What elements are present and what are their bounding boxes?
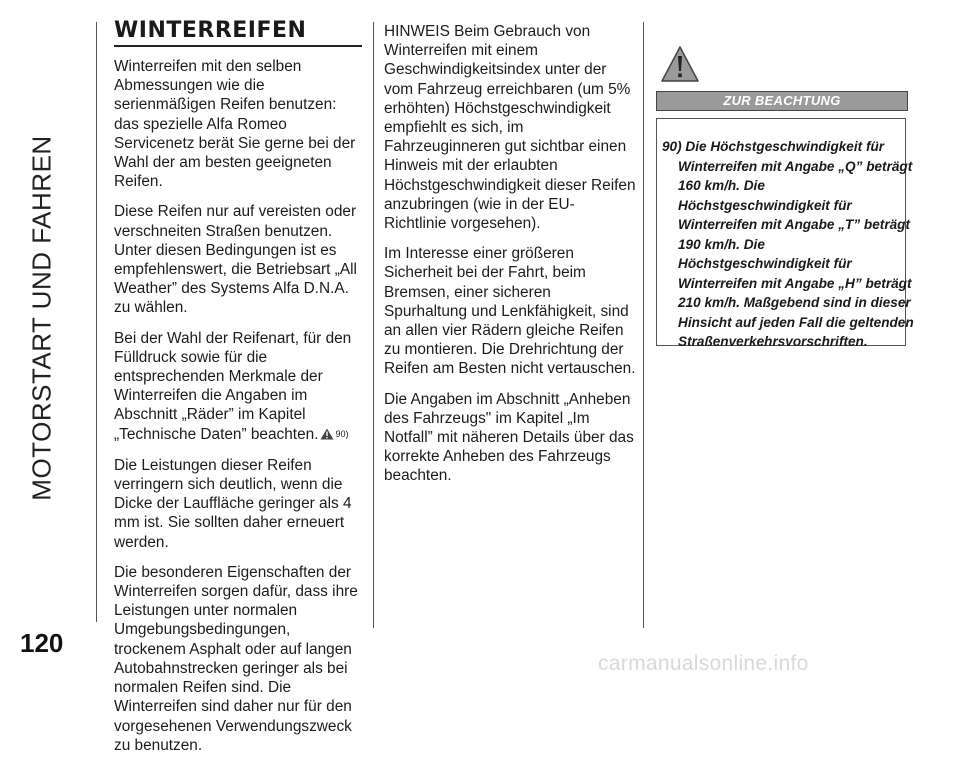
column-divider-2 (643, 22, 644, 628)
column-divider-1 (373, 22, 374, 628)
footer-watermark: carmanualsonline.info (598, 652, 809, 675)
paragraph-note: HINWEIS Beim Gebrauch von Winterreifen mit einem Geschwindigkeitsindex unter der vom Fahrzeug erreichbaren (um 5% erhöhten) Höchstgeschwindigkeit empfiehlt es sich, im Fahrzeuginneren gut sichtbar einen Hinweis mit der erlaubten Höchstgeschwindigkeit dieser Reifen anzubringen (wie in der EU-Richtlinie vorgesehen). (384, 23, 636, 233)
section-heading: WINTERREIFEN (114, 18, 362, 47)
warning-triangle-icon[interactable] (320, 426, 334, 445)
sidebar-section-title-text: MOTORSTART UND FAHREN (26, 135, 57, 501)
paragraph: Im Interesse einer größeren Sicherheit bei der Fahrt, beim Bremsen, einer sicheren Spurhaltung und Lenkfähigkeit, sind an allen vier Rädern gleiche Reifen zu montieren. Die Drehrichtung der Reifen am Besten nicht vertauschen. (384, 245, 636, 378)
paragraph: Die Angaben im Abschnitt „Anheben des Fahrzeugs" im Kapitel „Im Notfall” mit näheren Details über das korrekte Anheben des Fahrzeugs beachten. (384, 390, 634, 485)
warning-reference-number[interactable]: 90) (335, 428, 349, 439)
paragraph: Die Leistungen dieser Reifen verringern sich deutlich, wenn die Dicke der Lauffläche geringer als 4 mm ist. Sie sollten daher erneuert werden. (114, 456, 352, 551)
warning-header: ZUR BEACHTUNG (656, 91, 908, 111)
warning-text: 90) Die Höchstgeschwindigkeit für Winterreifen mit Angabe „Q” beträgt 160 km/h. Die Höchstgeschwindigkeit für Winterreifen mit Angabe „T” beträgt 190 km/h. Die Höchstgeschwindigkeit für Winterreifen mit Angabe „H” beträgt 210 km/h. Maßgebend sind in dieser Hinsicht auf jeden Fall die geltenden Straßenverkehrsvorschriften. (662, 139, 914, 349)
left-column (114, 18, 362, 766)
sidebar-divider (96, 22, 97, 622)
middle-column (384, 22, 636, 497)
paragraph-text: Bei der Wahl der Reifenart, für den Fülldruck sowie für die entsprechenden Merkmale der Winterreifen die Angaben im Abschnitt „Räder” im Kapitel „Technische Daten” beachten. (114, 329, 352, 443)
paragraph: Diese Reifen nur auf vereisten oder verschneiten Straßen benutzen. Unter diesen Bedingungen ist es empfehlenswert, die Betriebsart „All Weather” des Systems Alfa D.N.A. zu wählen. (114, 203, 357, 317)
warning-triangle-icon (660, 45, 700, 88)
paragraph: Winterreifen mit den selben Abmessungen wie die serienmäßigen Reifen benutzen: das spezielle Alfa Romeo Servicenetz berät Sie gerne bei der Wahl der am besten geeigneten Reifen. (114, 58, 356, 191)
paragraph-with-warning-ref (114, 329, 362, 445)
page-number: 120 (20, 628, 64, 658)
paragraph: Die besonderen Eigenschaften der Winterreifen sorgen dafür, dass ihre Leistungen unter normalen Umgebungsbedingungen, trockenem Asphalt oder auf langen Autobahnstrecken geringer als bei normalen Reifen sind. Die Winterreifen sind daher nur für den vorgesehenen Verwendungszweck zu benutzen. (114, 563, 358, 754)
